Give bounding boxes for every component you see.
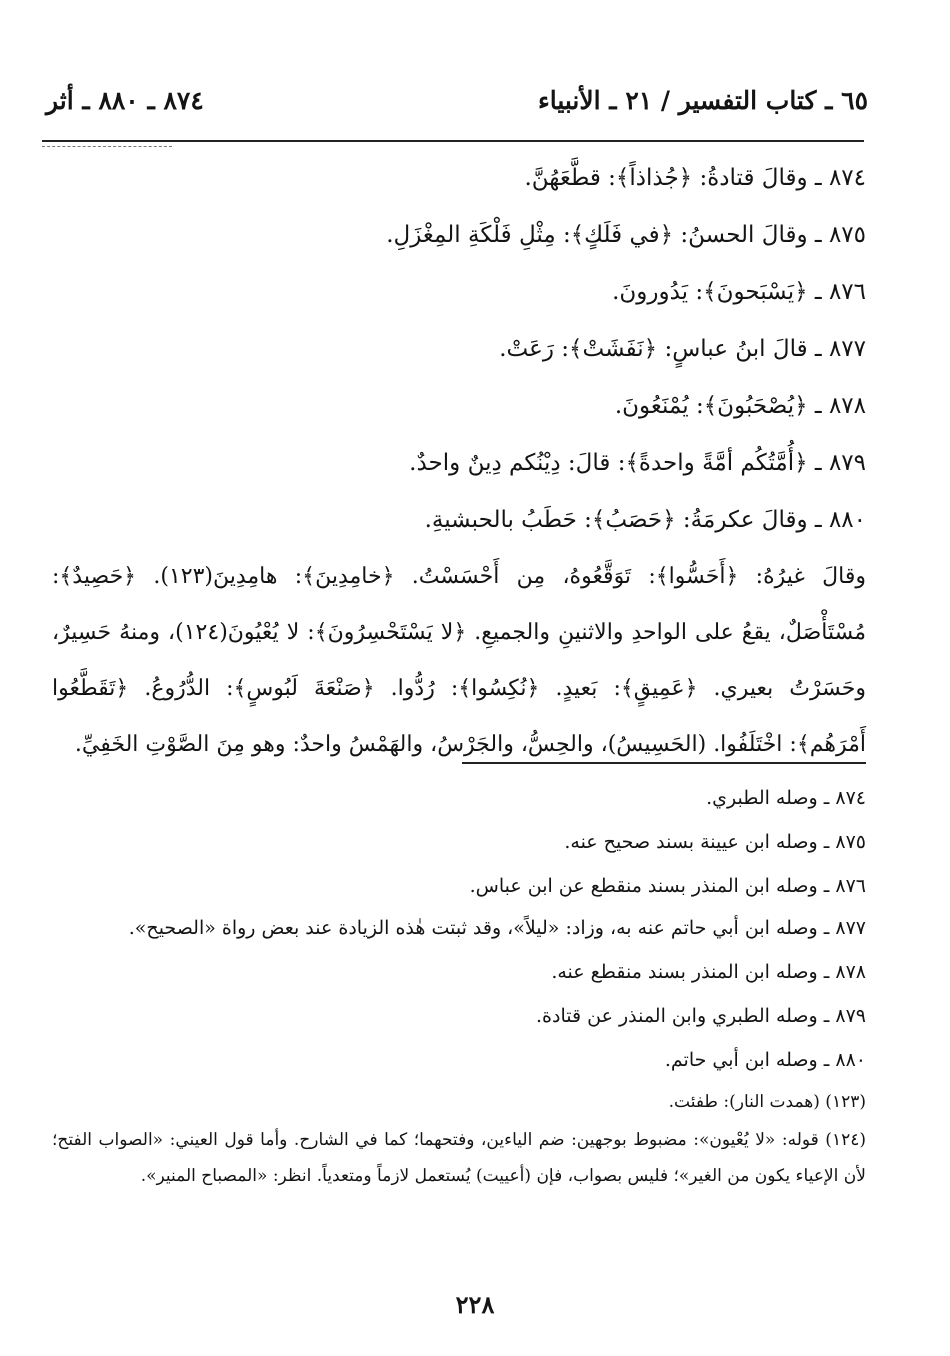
note-877: ٨٧٧ ـ وصله ابن أبي حاتم عنه به، وزاد: «ليلاً»، وقد ثبتت هٰذه الزيادة عند بعض رواة «الصحيح». (128, 917, 866, 939)
main-text (52, 150, 866, 773)
entry-876: ٨٧٦ ـ ﴿يَسْبَحونَ﴾: يَدُورونَ. (612, 279, 866, 305)
note-875: ٨٧٥ ـ وصله ابن عيينة بسند صحيح عنه. (564, 831, 866, 853)
notes-separator (462, 762, 866, 764)
entry-880: ٨٨٠ ـ وقالَ عكرمَةُ: ﴿حَصَبُ﴾: حَطَبُ بالحبشيةِ. (424, 507, 866, 533)
note-874: ٨٧٤ ـ وصله الطبري. (706, 787, 866, 809)
footnote-123: (١٢٣) (همدت النار): طفئت. (668, 1092, 866, 1112)
header-rule (42, 140, 864, 142)
explanation-paragraph: وقالَ غيرُهُ: ﴿أَحَسُّوا﴾: تَوَقَّعُوهُ، مِن أَحْسَسْتُ. ﴿خامِدِينَ﴾: هامِدِينَ(١٢٣). ﴿حَصِيدٌ﴾: مُسْتَأْصَلٌ، يقعُ على الواحدِ والاثنينِ والجميعِ. ﴿لا يَسْتَحْسِرُونَ﴾: لا يُعْيُونَ(١٢٤)، ومنهُ حَسِيرٌ، وحَسَرْتُ بعيري. ﴿عَمِيقٍ﴾: بَعيدٍ. ﴿نُكِسُوا﴾: رُدُّوا. ﴿صَنْعَةَ لَبُوسٍ﴾: الدُّرُوعُ. ﴿تَقَطَّعُوا أَمْرَهُم﴾: اخْتَلَفُوا. (الحَسِيسُ)، والحِسُّ، والجَرْسُ، والهَمْسُ واحدٌ: وهو مِنَ الصَّوْتِ الخَفِيِّ. (52, 564, 866, 757)
header-dashed-rule (42, 146, 172, 147)
note-879: ٨٧٩ ـ وصله الطبري وابن المنذر عن قتادة. (536, 1005, 866, 1027)
note-880: ٨٨٠ ـ وصله ابن أبي حاتم. (664, 1049, 866, 1071)
note-878: ٨٧٨ ـ وصله ابن المنذر بسند منقطع عنه. (551, 961, 866, 983)
header-book-chapter: ٦٥ ـ كتاب التفسير / ٢١ ـ الأنبياء (537, 86, 868, 115)
page-number: ٢٢٨ (455, 1290, 495, 1319)
entry-875: ٨٧٥ ـ وقالَ الحسنُ: ﴿في فَلَكٍ﴾: مِثْلِ فَلْكَةِ المِغْزَلِ. (386, 222, 866, 248)
header-entry-range: ٨٧٤ ـ ٨٨٠ ـ أثر (46, 86, 204, 115)
running-header (46, 86, 868, 126)
notes-section (52, 776, 866, 1194)
entry-877: ٨٧٧ ـ قالَ ابنُ عباسٍ: ﴿نَفَشَتْ﴾: رَعَتْ. (499, 336, 866, 362)
note-876: ٨٧٦ ـ وصله ابن المنذر بسند منقطع عن ابن عباس. (469, 875, 866, 897)
footnote-124: (١٢٤) قوله: «لا يُعْيون»: مضبوط بوجهين: ضم الياءين، وفتحهما؛ كما في الشارح. وأما قول العيني: «الصواب الفتح؛ لأن الإعياء يكون من الغير»؛ فليس بصواب، فإن (أعييت) يُستعمل لازماً ومتعدياً. انظر: «المصباح المنير». (52, 1130, 866, 1186)
entry-874: ٨٧٤ ـ وقالَ قتادةُ: ﴿جُذاذاً﴾: قطَّعَهُنَّ. (524, 165, 866, 191)
entry-878: ٨٧٨ ـ ﴿يُصْحَبُونَ﴾: يُمْنَعُونَ. (614, 393, 866, 419)
entry-879: ٨٧٩ ـ ﴿أُمَّتُكُم أمَّةً واحدةً﴾: قالَ: دِيْنُكم دِينٌ واحدٌ. (409, 450, 866, 476)
